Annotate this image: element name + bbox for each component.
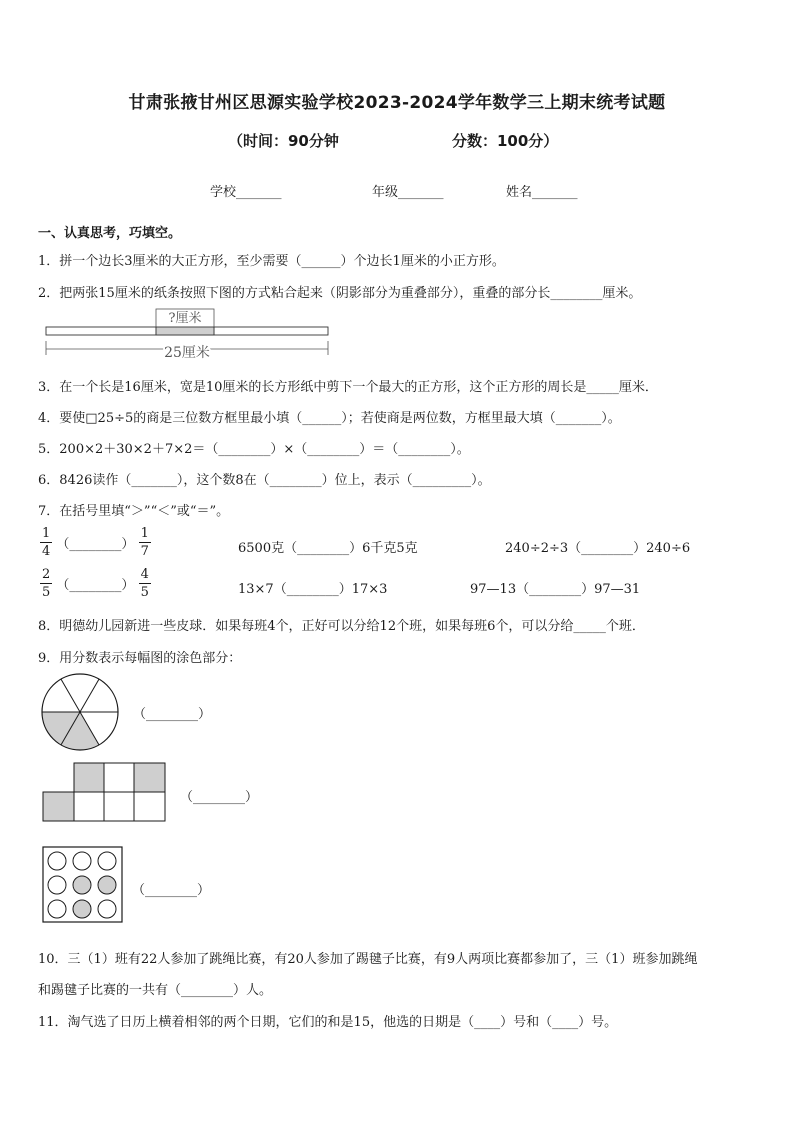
fraction: $\frac{2}{5}$ [42, 567, 51, 600]
fraction: $\frac{4}{5}$ [140, 567, 149, 600]
shaded-circle [73, 900, 91, 918]
shaded-square [74, 763, 104, 792]
compare-fractions-row1 [40, 525, 151, 560]
question-8: 8．明德幼儿园新进一些皮球．如果每班4个，正好可以分给12个班，如果每班6个，可以分给_____个班． [38, 619, 645, 634]
total-length-label: 25厘米 [164, 345, 210, 361]
question-3: 3．在一个长是16厘米，宽是10厘米的长方形纸中剪下一个最大的正方形，这个正方形的周长是_____厘米． [38, 380, 658, 395]
compare-fractions-row2 [40, 566, 151, 601]
overlap-shade [156, 327, 214, 335]
answer-blank-figure-1: （________） [133, 707, 212, 722]
exam-score: 分数：100分） [452, 132, 559, 150]
answer-blank: （________） [56, 537, 135, 552]
exam-time: （时间：90分钟 [228, 132, 339, 150]
question-5: 5．200×2＋30×2＋7×2＝（________）×（________）＝（________）。 [38, 442, 470, 457]
answer-blank-figure-2: （________） [180, 790, 259, 805]
compare-subtraction: 97—13（________）97—31 [470, 582, 641, 597]
fraction: $\frac{1}{4}$ [42, 526, 51, 559]
question-2: 2．把两张15厘米的纸条按照下图的方式粘合起来（阴影部分为重叠部分），重叠的部分长________厘米。 [38, 286, 642, 301]
overlap-label: ?厘米 [168, 311, 202, 326]
paper-strip-figure [42, 305, 332, 361]
compare-multiplication: 13×7（________）17×3 [238, 582, 388, 597]
school-field: 学校_______ [210, 185, 282, 200]
fraction: $\frac{1}{7}$ [140, 526, 149, 559]
shaded-circle [73, 876, 91, 894]
circle-sectors-figure [38, 670, 122, 754]
answer-blank-figure-3: （________） [132, 883, 211, 898]
question-9: 9．用分数表示每幅图的涂色部分： [38, 651, 242, 666]
question-10-continued: 和踢毽子比赛的一共有（________）人。 [38, 983, 273, 998]
circle-grid-figure [42, 846, 124, 924]
section-title: 一、认真思考，巧填空。 [38, 226, 182, 241]
question-11: 11．淘气选了日历上横着相邻的两个日期，它们的和是15，他选的日期是（____）号和（____）号。 [38, 1015, 618, 1030]
question-4: 4．要使□25÷5的商是三位数方框里最小填（______）；若使商是两位数，方框里最大填（_______）。 [38, 411, 621, 426]
page-title: 甘肃张掖甘州区思源实验学校2023-2024学年数学三上期末统考试题 [128, 93, 666, 113]
question-7: 7．在括号里填“＞”“＜”或“＝”。 [38, 504, 230, 519]
compare-division: 240÷2÷3（________）240÷6 [505, 541, 691, 556]
answer-blank: （________） [56, 578, 135, 593]
question-1: 1．拼一个边长3厘米的大正方形，至少需要（______）个边长1厘米的小正方形。 [38, 254, 505, 269]
question-6: 6．8426读作（_______），这个数8在（________）位上，表示（_________）。 [38, 473, 491, 488]
compare-mass: 6500克（________）6千克5克 [238, 541, 418, 556]
square-grid-figure [42, 762, 168, 822]
name-field: 姓名_______ [506, 185, 578, 200]
shaded-square [134, 763, 165, 792]
shaded-circle [98, 876, 116, 894]
shaded-square [43, 792, 74, 821]
grade-field: 年级_______ [372, 185, 444, 200]
question-10: 10．三（1）班有22人参加了跳绳比赛，有20人参加了踢毽子比赛，有9人两项比赛都参加了，三（1）班参加跳绳 [38, 952, 698, 967]
